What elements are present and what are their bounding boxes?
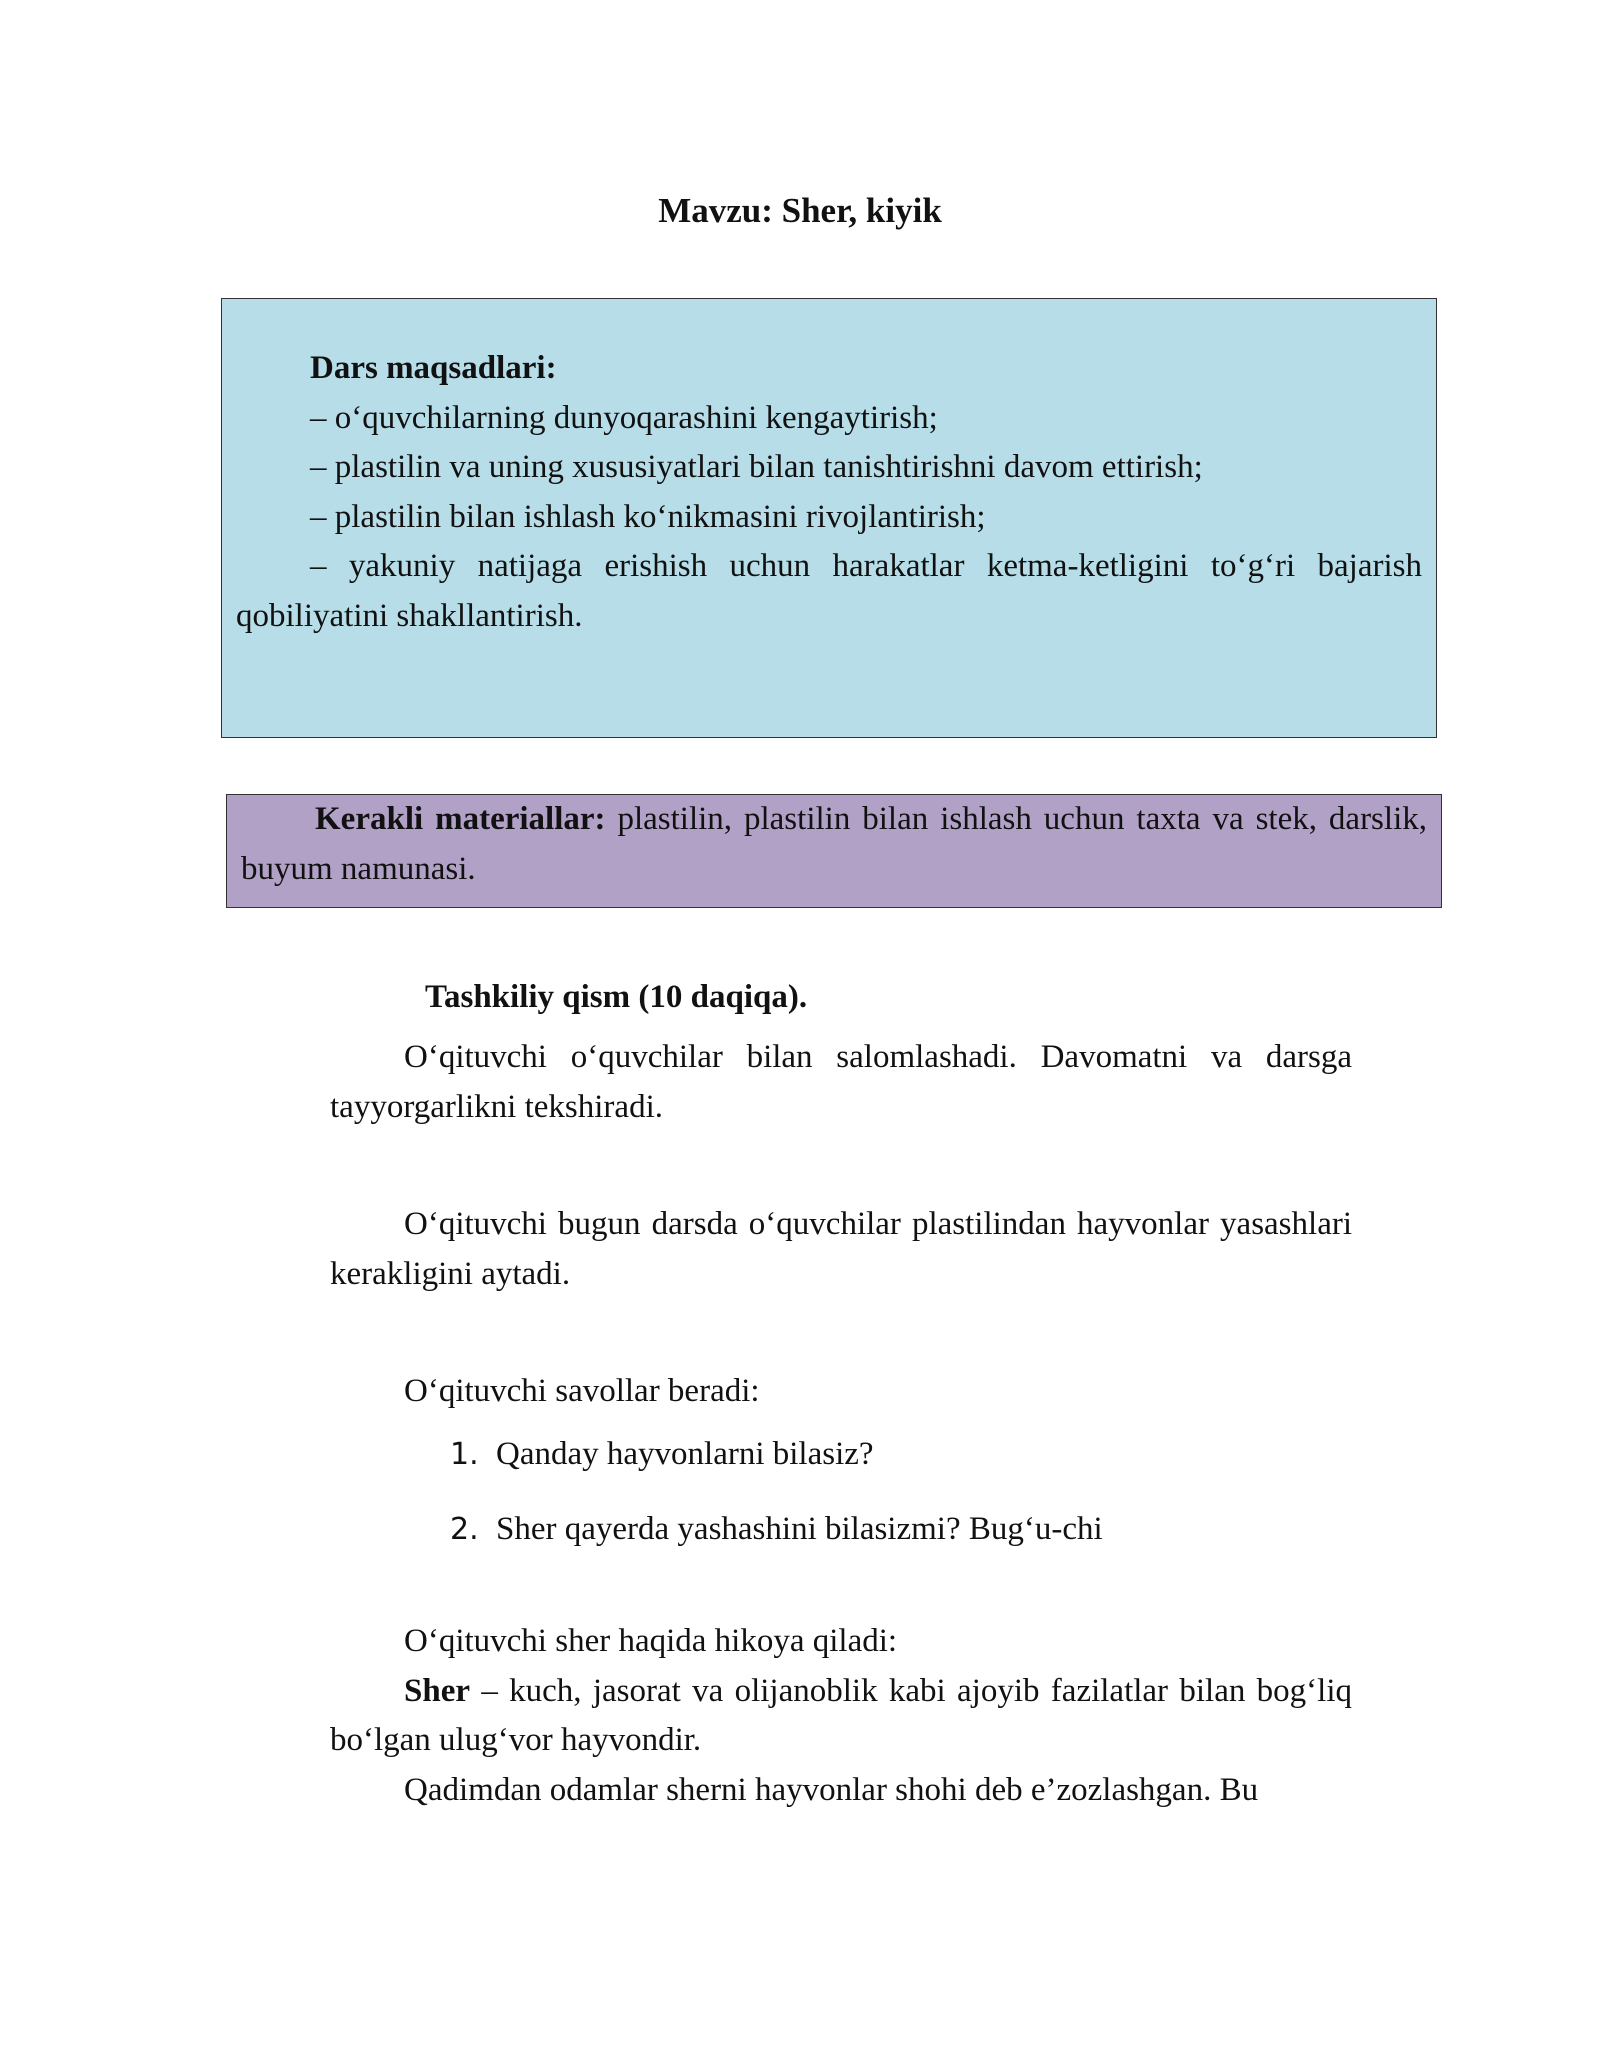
- list-text: Sher qayerda yashashini bilasizmi? Bug‘u-chi: [496, 1511, 1103, 1547]
- list-item: [450, 1505, 1103, 1555]
- materials-box: [226, 794, 1442, 908]
- lion-term: Sher: [404, 1672, 470, 1709]
- goal-item: – plastilin bilan ishlash ko‘nikmasini rivojlantirish;: [310, 498, 986, 535]
- questions-list: [450, 1430, 874, 1480]
- list-number: 1.: [450, 1437, 479, 1472]
- paragraph-text: O‘qituvchi sher haqida hikoya qiladi:: [404, 1623, 898, 1659]
- paragraph-task: [330, 1200, 1352, 1299]
- list-item: [450, 1430, 874, 1480]
- goal-item: – yakuniy natijaga erishish uchun harakatlar ketma-ketligini to‘g‘ri bajarish qobiliyatini shakllantirish.: [236, 548, 1422, 634]
- questions-list-2: [450, 1505, 1103, 1555]
- paragraph-questions-intro: [330, 1367, 1352, 1417]
- page-title: Mavzu: Sher, kiyik: [658, 191, 942, 230]
- materials-label: Kerakli materiallar:: [315, 801, 606, 837]
- lion-description: – kuch, jasorat va olijanoblik kabi ajoyib fazilatlar bilan bog‘liq bo‘lgan ulug‘vor hayvondir.: [330, 1672, 1352, 1758]
- list-number: 2.: [450, 1512, 479, 1547]
- goals-heading: Dars maqsadlari:: [310, 350, 557, 386]
- paragraph-text: O‘qituvchi savollar beradi:: [404, 1373, 760, 1409]
- paragraph-text: O‘qituvchi bugun darsda o‘quvchilar plastilindan hayvonlar yasashlari kerakligini aytadi.: [330, 1206, 1352, 1292]
- goal-item: – plastilin va uning xususiyatlari bilan tanishtirishni davom ettirish;: [310, 449, 1203, 485]
- paragraph-story: [330, 1617, 1352, 1815]
- paragraph-lion: [330, 1667, 1352, 1766]
- list-text: Qanday hayvonlarni bilasiz?: [496, 1436, 874, 1472]
- paragraph-text: Qadimdan odamlar sherni hayvonlar shohi deb e’zozlashgan. Bu: [404, 1771, 1259, 1808]
- materials-paragraph: [241, 795, 1427, 894]
- lesson-goals-box: [221, 298, 1437, 738]
- materials-text: plastilin, plastilin bilan ishlash uchun taxta va stek, darslik, buyum namunasi.: [241, 801, 1427, 887]
- paragraph-greeting: [330, 1033, 1352, 1132]
- paragraph-text: O‘qituvchi o‘quvchilar bilan salomlashadi. Davomatni va darsga tayyorgarlikni tekshiradi.: [330, 1039, 1352, 1125]
- section-title: Tashkiliy qism (10 daqiqa).: [425, 979, 808, 1015]
- goal-item: – o‘quvchilarning dunyoqarashini kengaytirish;: [310, 399, 938, 436]
